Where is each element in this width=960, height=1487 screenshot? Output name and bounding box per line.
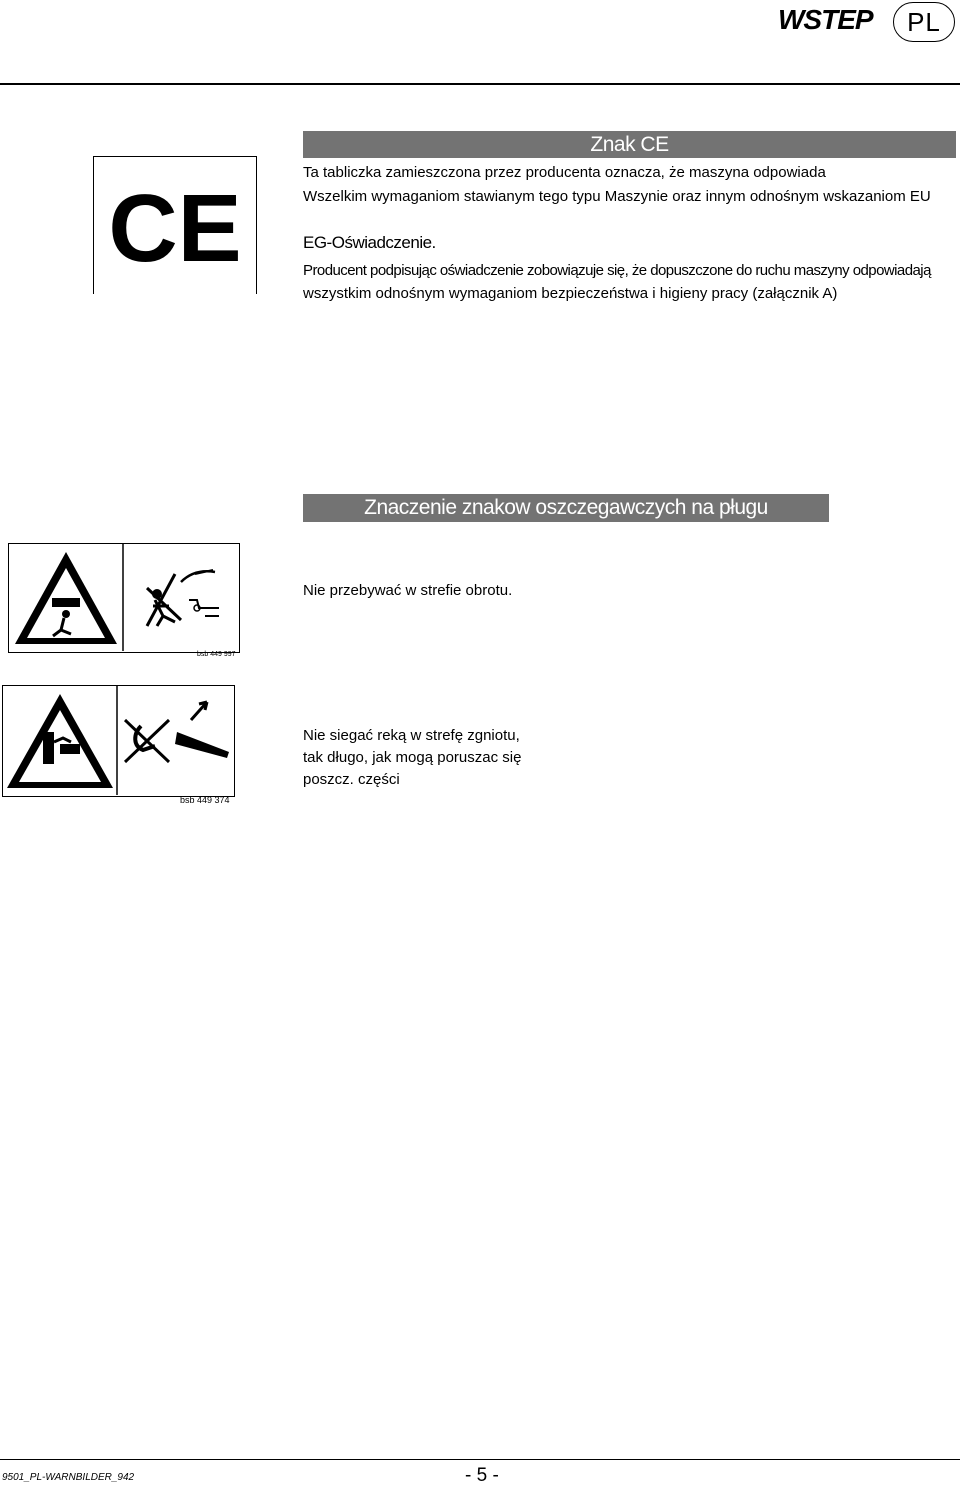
sign2-code: bsb 449 374: [180, 795, 230, 805]
eg-declaration-line1: Producent podpisując oświadczenie zobowiązuje się, że dopuszczone do ruchu maszyny odpowiadają: [303, 262, 931, 279]
ce-mark-image: [93, 156, 257, 294]
ce-description-line1: Ta tabliczka zamieszczona przez producenta oznacza, że maszyna odpowiada: [303, 164, 826, 181]
header-divider: [0, 83, 960, 85]
sign2-line1: Nie siegać reką w strefę zgniotu,: [303, 727, 520, 744]
sign2-line2: tak długo, jak mogą poruszac się: [303, 749, 522, 766]
sign1-code: bsb 449 997: [197, 651, 236, 658]
crush-zone-warning-icon: [3, 686, 233, 795]
ce-mark-glyph: CE: [108, 175, 242, 282]
footer-document-code: 9501_PL-WARNBILDER_942: [2, 1472, 135, 1483]
page-number: - 5 -: [465, 1465, 499, 1486]
ce-description-line2: Wszelkim wymaganiom stawianym tego typu Maszynie oraz innym odnośnym wskazaniom EU: [303, 188, 931, 205]
footer-divider: [0, 1459, 960, 1460]
sign2-description: [303, 725, 521, 791]
warning-section-heading: Znaczenie znakow oszczegawczych na pługu: [303, 494, 829, 522]
eg-declaration-line2: wszystkim odnośnym wymaganiom bezpieczeństwa i higieny pracy (załącznik A): [303, 285, 838, 302]
eg-declaration-heading: EG-Oświadczenie.: [303, 233, 436, 252]
sign2-line3: poszcz. części: [303, 771, 400, 788]
sign1-description: Nie przebywać w strefie obrotu.: [303, 582, 513, 599]
language-badge: PL: [893, 2, 955, 42]
warning-sign-rotation-zone: [8, 543, 240, 653]
ce-section-heading: Znak CE: [303, 131, 956, 158]
rotation-zone-warning-icon: [9, 544, 238, 651]
warning-sign-crush-zone: [2, 685, 235, 797]
brand-title: WSTEP: [778, 4, 873, 35]
ce-mark-icon: [94, 157, 256, 295]
